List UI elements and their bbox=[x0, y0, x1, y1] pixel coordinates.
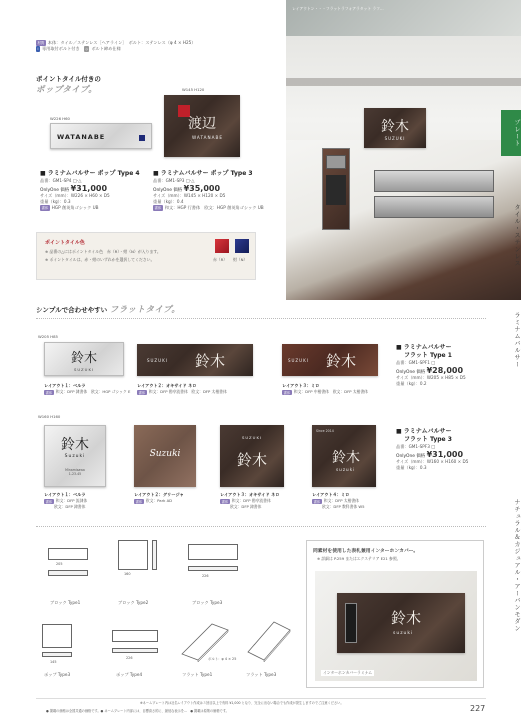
flat-row1-dim: W205 H85 bbox=[38, 334, 58, 339]
tile-color-note2: ※ ポイントタイルは、赤・紺のいずれかを選択してください。 bbox=[45, 257, 155, 262]
pop-product-type3: ■ ラミナムバルサー ポップ Type 3 品番：GM1-SP3 □-△ OnlyOne 価格 ¥35,000 サイズ（mm）：W145 × H120 × D5 重量（kg）：0.4 書体 和文：HGP 行書体 欧文：HGP 創英角ゴシック UB bbox=[153, 170, 264, 210]
tile-color-box bbox=[36, 232, 256, 280]
intercom-note: ※ 詳細は P.259 またはエクステリア E21 参照。 bbox=[317, 556, 401, 561]
footer-note-1: ※ネームプレート内は社名レイアウト作成は３回目以上で有料 ¥1,000 となり、完全に出ない場合でも作成が発生しますのでご注意ください。 bbox=[140, 701, 344, 705]
drawing-label-pop-type3: ポップ Type3 bbox=[44, 672, 71, 677]
flat-row2-caption-4: レイアウト４：ミロ 書体 和文：DFP 太楷書体 欧文：DFP 教科書体 W5 bbox=[312, 492, 365, 509]
intercom-photo bbox=[315, 571, 477, 681]
drawing-block-type2 bbox=[118, 540, 148, 570]
side-tab-laminam[interactable]: ラミナムバルサー bbox=[513, 312, 520, 368]
side-tab-tile[interactable]: タイル・ステンレス bbox=[513, 203, 520, 267]
pop-plate-type4 bbox=[50, 123, 152, 149]
house-photo bbox=[286, 0, 521, 300]
pop-dim-b: W145 H120 bbox=[182, 87, 205, 92]
flat-row1-caption-1: レイアウト１：ベルラ 書体 和文：DFP 隷書体 欧文：HGP ゴシック E bbox=[44, 383, 131, 395]
pop-plate-type3-roma: WATANABE bbox=[192, 135, 224, 140]
flat-row2-caption-2: レイアウト２：グリージャ 書体 欧文：Park AD bbox=[134, 492, 184, 504]
pop-title: ポイントタイル付きの ポップタイプ。 bbox=[36, 75, 101, 95]
flat-product-type3: ■ ラミナムバルサー フラット Type 3 品番：GM1-SPF3 □ OnlyOne 価格 ¥31,000 サイズ（mm）：W160 × H160 × D5 重量（kg）：0.3 bbox=[396, 428, 469, 470]
flat-title: シンプルで合わせやすい フラットタイプ。 bbox=[36, 305, 181, 315]
intercom-plate-roma: suzuki bbox=[393, 631, 414, 636]
pop-dim-a: W226 H60 bbox=[50, 116, 70, 121]
side-tab-plate[interactable]: プレート bbox=[501, 110, 521, 156]
footer-note-2: ● 掲載の価格は全国共通の価格です。● ネームプレート内部には、目標高さ的に、最低な表示を… ● 掲載は原則の価格です。 bbox=[46, 709, 229, 713]
swatch-red-label: 赤（R） bbox=[213, 257, 228, 262]
drawing-pop-type3 bbox=[42, 624, 72, 648]
photo-plate-kanji: 鈴木 bbox=[381, 119, 409, 135]
intercom-box bbox=[306, 540, 484, 688]
flat-row1-plate-3: SUZUKI 鈴木 bbox=[282, 344, 378, 376]
drawing-label-block-type3: ブロック Type3 bbox=[192, 600, 223, 605]
pop-plate-type4-text: WATANABE bbox=[57, 133, 106, 141]
flat-row1-caption-3: レイアウト３：ミロ 書体 和文：DFP 中楷書体 欧文：DFP 太楷書体 bbox=[282, 383, 368, 395]
flat-row2-caption-3: レイアウト３：オキサイド ネロ 書体 和文：DFP 勘亭流書体 欧文：DFP 隷書体 bbox=[220, 492, 280, 509]
point-tile-navy bbox=[139, 135, 145, 141]
drawing-label-flat-type1: フラット Type1 bbox=[182, 672, 213, 677]
drawing-label-block-type2: ブロック Type2 bbox=[118, 600, 149, 605]
pop-product-type4: ■ ラミナムバルサー ポップ Type 4 品番：GM1-SP4 □-△ OnlyOne 価格 ¥31,000 サイズ（mm）：W226 × H60 × D5 重量（kg）：0.3 書体 HGP 創英角ゴシック UB bbox=[40, 170, 140, 210]
tile-color-heading: ポイントタイル色 bbox=[45, 240, 85, 246]
flat-row2-plate-4: Since 2014 鈴木 suzuki bbox=[312, 425, 376, 487]
mailbox bbox=[374, 170, 494, 192]
photo-nameplate bbox=[364, 108, 426, 148]
flat-row1-plate-2: SUZUKI 鈴木 bbox=[137, 344, 253, 376]
flat-row2-dim: W160 H160 bbox=[38, 414, 61, 419]
swatch-red bbox=[215, 239, 229, 253]
drawing-block-type3 bbox=[188, 544, 238, 560]
flat-product-type1: ■ ラミナムバルサー フラット Type 1 品番：GM1-SPF1 □ OnlyOne 価格 ¥28,000 サイズ（mm）：W205 × H85 × D5 重量（kg）：0.2 bbox=[396, 344, 466, 386]
legend-line2: i 専用取付ボルト付き ◇ ボルト締め仕様 bbox=[37, 46, 121, 51]
drawing-flat-type3 bbox=[240, 612, 296, 666]
drawing-pop-type4 bbox=[112, 630, 158, 642]
flat-row2-caption-1: レイアウト１：ベルラ 書体 和文：DFP 流隷体 欧文：DFP 隷書体 bbox=[44, 492, 88, 509]
photo-caption: レイアウトン・・・フラットラフォアラタット ラフ… bbox=[292, 6, 384, 11]
drawing-label-flat-type3: フラット Type3 bbox=[246, 672, 277, 677]
intercom-heading: 同素材を使用した表札兼用インターホンカバー。 bbox=[313, 549, 419, 554]
legend-line1: 材質 本体：タイル／ステンレス［ヘアライン］ ボルト：ステンレス（φ 4 × H25） bbox=[37, 40, 196, 45]
intercom-plate-kanji: 鈴木 bbox=[391, 609, 422, 627]
pop-plate-type3-kanji: 渡辺 bbox=[188, 116, 216, 132]
pop-plate-type3 bbox=[164, 95, 240, 157]
drawing-label-block-type1: ブロック Type1 bbox=[50, 600, 81, 605]
drawing-block-type1 bbox=[48, 548, 88, 560]
photo-plate-roma: SUZUKI bbox=[384, 136, 406, 141]
flat-row2-plate-3: SUZUKI 鈴木 bbox=[220, 425, 284, 487]
flat-row1-plate-1: 鈴木 SUZUKI bbox=[44, 342, 124, 376]
intercom-caption: インターホンカバーラミナム bbox=[323, 670, 373, 675]
swatch-navy-label: 紺（N） bbox=[233, 257, 248, 262]
bolt-note: ボルト：φ 4 × 25 bbox=[208, 657, 237, 661]
flat-row2-plate-1: 鈴木 Suzuki Minamisawa 1-23-45 bbox=[44, 425, 106, 487]
drawing-label-pop-type4: ポップ Type4 bbox=[116, 672, 143, 677]
flat-row2-plate-2: Suzuki bbox=[134, 425, 196, 487]
side-tab-natural[interactable]: ナチュラル＆カジュアル・アーバンモダン bbox=[513, 498, 520, 632]
tile-color-note1: ※ 品番の△にはポイントタイル色 赤（R）・紺（N）が入ります。 bbox=[45, 249, 161, 254]
swatch-navy bbox=[235, 239, 249, 253]
page-number: 227 bbox=[470, 704, 486, 713]
flat-row1-caption-2: レイアウト２：オキサイド ネロ 書体 和文：DFP 勘亭流書体 欧文：DFP 太楷書体 bbox=[137, 383, 227, 395]
